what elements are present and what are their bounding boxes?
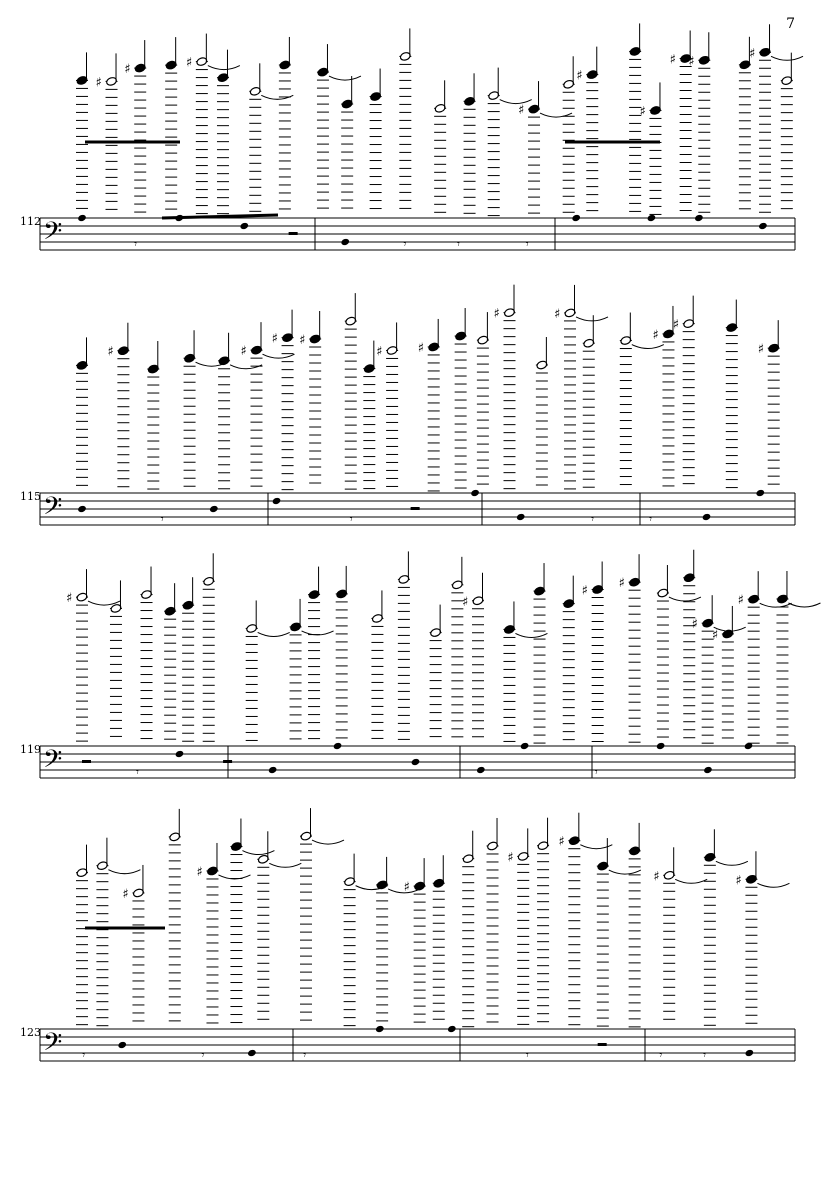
sharp-icon: ♯ <box>66 591 73 607</box>
tie <box>108 870 140 874</box>
tie <box>757 883 789 887</box>
tie <box>263 354 295 358</box>
tie <box>771 56 803 60</box>
eighth-rest-icon: 𝄾 <box>702 1048 707 1062</box>
sharp-icon: ♯ <box>581 583 588 599</box>
eighth-rest-icon: 𝄾 <box>82 1048 86 1062</box>
sharp-icon: ♯ <box>518 103 525 119</box>
note-head <box>272 497 282 505</box>
sharp-icon: ♯ <box>554 306 561 322</box>
note-head <box>247 1049 257 1057</box>
note-head <box>694 214 704 222</box>
sharp-icon: ♯ <box>196 864 203 880</box>
tie <box>788 603 820 607</box>
sharp-icon: ♯ <box>735 873 742 889</box>
note-head <box>755 489 765 497</box>
measure-number-119: 119 <box>20 743 41 756</box>
note-head <box>745 1049 755 1057</box>
measure-number-112: 112 <box>20 215 41 228</box>
note-head <box>758 222 768 230</box>
sharp-icon: ♯ <box>652 327 659 343</box>
tie <box>632 345 664 349</box>
eighth-rest-icon: 𝄾 <box>135 765 140 779</box>
note-head <box>656 742 666 750</box>
sharp-icon: ♯ <box>462 594 469 610</box>
sharp-icon: ♯ <box>757 342 765 358</box>
sharp-icon: ♯ <box>688 54 695 70</box>
sharp-icon: ♯ <box>672 317 679 333</box>
sharp-icon: ♯ <box>653 869 660 885</box>
tie <box>716 861 748 865</box>
sharp-icon: ♯ <box>185 55 193 71</box>
tie <box>242 851 274 855</box>
eighth-rest-icon: 𝄾 <box>659 1048 663 1062</box>
sharp-icon: ♯ <box>669 52 676 68</box>
note-head <box>516 513 526 521</box>
sharp-icon: ♯ <box>639 104 646 120</box>
eighth-rest-icon: 𝄾 <box>456 237 460 251</box>
measure-number-115: 115 <box>20 490 41 503</box>
eighth-rest-icon: 𝄾 <box>133 237 138 251</box>
eighth-rest-icon: 𝄾 <box>303 1048 307 1062</box>
sharp-icon: ♯ <box>299 333 306 349</box>
tie <box>208 66 240 70</box>
note-head <box>447 1025 457 1033</box>
eighth-rest-icon: 𝄾 <box>525 237 529 251</box>
note-head <box>175 750 185 758</box>
sharp-icon: ♯ <box>403 880 410 896</box>
measure-number-123: 123 <box>20 1026 41 1039</box>
tie <box>230 365 262 369</box>
half-rest-icon <box>289 232 298 235</box>
bass-clef-icon: 𝄢 <box>43 1028 63 1063</box>
sharp-icon: ♯ <box>576 68 583 84</box>
eighth-rest-icon: 𝄾 <box>590 512 595 526</box>
eighth-rest-icon: 𝄾 <box>403 237 407 251</box>
eighth-rest-icon: 𝄾 <box>648 512 653 526</box>
tie <box>258 632 290 636</box>
eighth-rest-icon: 𝄾 <box>201 1048 205 1062</box>
half-rest-icon <box>82 760 91 763</box>
note-head <box>571 214 581 222</box>
tie <box>500 100 532 104</box>
sharp-icon: ♯ <box>711 627 719 643</box>
tie <box>269 863 301 867</box>
note-head <box>702 513 712 521</box>
note-head <box>268 766 278 774</box>
tie <box>515 633 547 637</box>
note-head <box>476 766 486 774</box>
sharp-icon: ♯ <box>737 593 744 609</box>
tie <box>609 870 641 874</box>
note-head <box>411 758 421 766</box>
tie <box>329 76 361 80</box>
sharp-icon: ♯ <box>122 886 129 902</box>
sharp-icon: ♯ <box>507 850 514 866</box>
bass-clef-icon: 𝄢 <box>43 745 63 780</box>
sharp-icon: ♯ <box>691 617 698 633</box>
bass-clef-icon: 𝄢 <box>43 217 63 252</box>
eighth-rest-icon: 𝄾 <box>594 765 598 779</box>
note-head <box>117 1041 127 1049</box>
sharp-icon: ♯ <box>240 344 247 360</box>
note-head <box>703 766 713 774</box>
sharp-icon: ♯ <box>124 62 131 78</box>
note-head <box>209 505 219 513</box>
sharp-icon: ♯ <box>376 344 383 360</box>
half-rest-icon <box>223 760 232 763</box>
tie <box>669 597 701 601</box>
note-head <box>375 1025 385 1033</box>
half-rest-icon <box>411 507 420 510</box>
tie <box>675 879 707 883</box>
eighth-rest-icon: 𝄾 <box>160 512 164 526</box>
sharp-icon: ♯ <box>417 340 424 356</box>
tie <box>576 317 608 321</box>
bass-clef-icon: 𝄢 <box>43 492 63 527</box>
page-number: 7 <box>786 16 795 32</box>
note-head <box>77 214 87 222</box>
sharp-icon: ♯ <box>95 75 102 91</box>
note-head <box>470 489 480 497</box>
note-head <box>77 505 87 513</box>
sharp-icon: ♯ <box>107 344 114 360</box>
eighth-rest-icon: 𝄾 <box>525 1048 529 1062</box>
note-head <box>647 214 657 222</box>
half-rest-icon <box>598 1043 607 1046</box>
note-head <box>333 742 343 750</box>
eighth-rest-icon: 𝄾 <box>349 512 353 526</box>
note-head <box>239 222 249 230</box>
tie <box>312 840 344 844</box>
note-head <box>520 742 530 750</box>
sharp-icon: ♯ <box>493 306 500 322</box>
sharp-icon: ♯ <box>271 331 278 347</box>
sharp-icon: ♯ <box>558 834 565 850</box>
note-head <box>340 238 350 246</box>
sharp-icon: ♯ <box>749 46 756 62</box>
sharp-icon: ♯ <box>618 576 625 592</box>
